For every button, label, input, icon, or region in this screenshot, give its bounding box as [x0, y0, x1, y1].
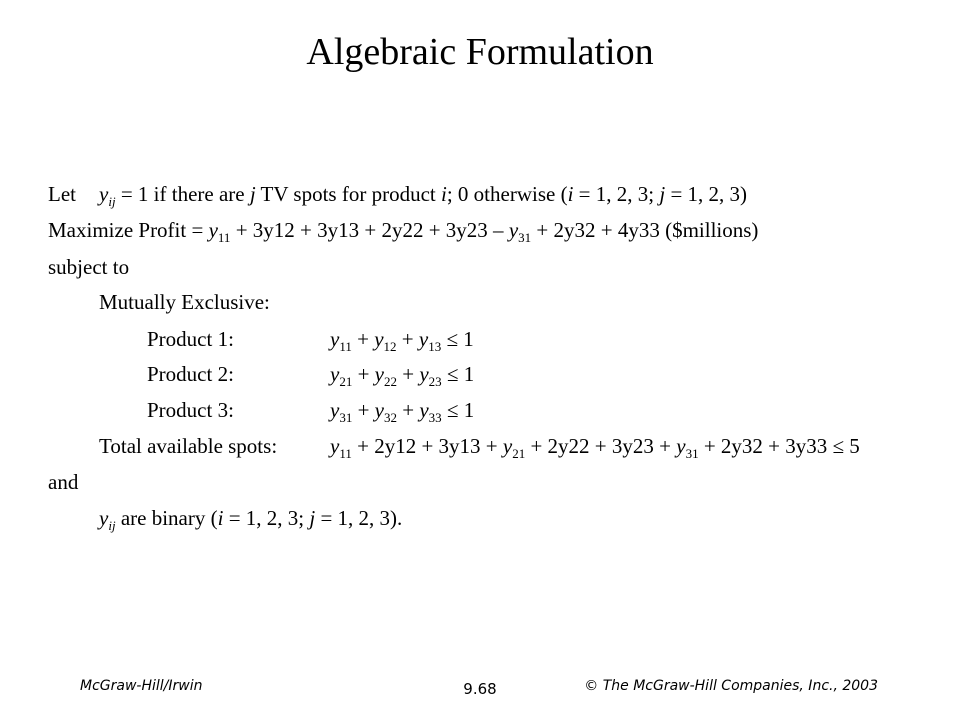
- subject-to-label: subject to: [48, 255, 130, 279]
- total-spots-constraint: $y_{11} + 2y12 + 3y13 + y_{21} + 2y22 + 3y23 + y_{31} + 2y32 + 3y33 \le 5$: [330, 434, 860, 461]
- page-number: 9.68: [463, 680, 497, 698]
- product-1-label: Product 1:: [147, 327, 234, 351]
- variable-definition: $y_{ij} = 1$ if there are j TV spots for product i; 0 otherwise (i = 1, 2, 3; j = 1, 2, 3): [99, 182, 748, 209]
- objective-function: Maximize Profit = $y_{11} + 3y12 + 3y13 + 2y22 + 3y23 - y_{31} + 2y32 + 4y33$ ($millions): [48, 218, 759, 245]
- let-label: Let: [48, 182, 76, 206]
- product-1-constraint: $y_{11} + y_{12} + y_{13} \le 1$: [330, 327, 474, 354]
- footer-publisher: McGraw-Hill/Irwin: [80, 678, 203, 694]
- product-2-label: Product 2:: [147, 362, 234, 386]
- total-spots-label: Total available spots:: [99, 434, 278, 458]
- slide-title: Algebraic Formulation: [306, 31, 654, 73]
- product-3-label: Product 3:: [147, 398, 234, 422]
- product-2-constraint: $y_{21} + y_{22} + y_{23} \le 1$: [330, 362, 475, 389]
- mutually-exclusive-heading: Mutually Exclusive:: [99, 290, 270, 314]
- and-label: and: [48, 470, 79, 494]
- product-3-constraint: $y_{31} + y_{32} + y_{33} \le 1$: [330, 398, 475, 425]
- binary-constraint: $y_{ij}$ are binary (i = 1, 2, 3; j = 1, 2, 3).: [99, 506, 403, 533]
- footer-copyright: © The McGraw-Hill Companies, Inc., 2003: [584, 678, 878, 694]
